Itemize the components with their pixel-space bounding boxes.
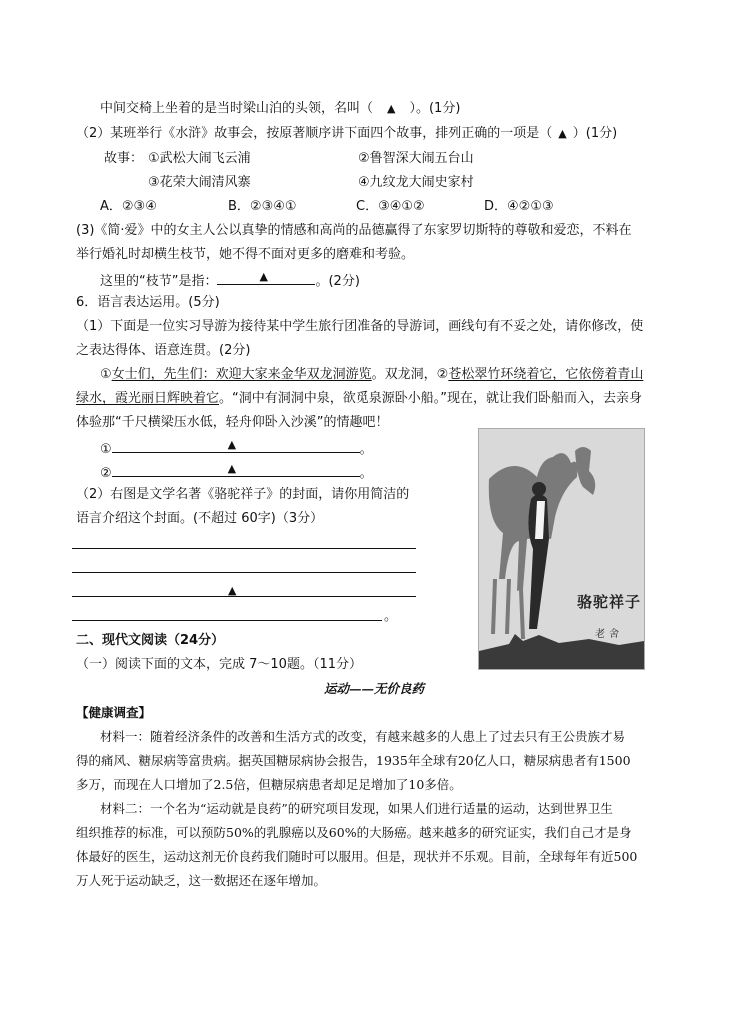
- guide-text-line2: [76, 390, 642, 408]
- q6-sub1-line1: （1）下面是一位实习导游为接待某中学生旅行团准备的导游词，画线句有不妥之处，请你修改，使: [76, 319, 644, 334]
- guide-text-line1: [100, 366, 643, 384]
- q1-score: ）。(1分): [409, 101, 461, 116]
- period: 。: [384, 609, 398, 624]
- book-cover-image: [478, 428, 645, 670]
- period: 。: [359, 466, 373, 481]
- section-tag: 【健康调查】: [76, 705, 152, 720]
- q6-sub2-line1: （2）右图是文学名著《骆驼祥子》的封面，请你用简洁的: [76, 487, 410, 502]
- cover-author: 老舍: [595, 629, 623, 640]
- q3-line3: [100, 270, 360, 291]
- writing-line[interactable]: [72, 596, 416, 597]
- material2-line3: 体最好的医生，运动这剂无价良药我们随时可以服用。但是，现状并不乐观。目前，全球每年有近500: [76, 849, 638, 864]
- material1-line3: 多万，而现在人口增加了2.5倍，但糖尿病患者却足足增加了10多倍。: [76, 777, 462, 792]
- q2-score: ）(1分): [572, 126, 618, 141]
- writing-line[interactable]: [72, 572, 416, 573]
- answer-blank[interactable]: [112, 462, 360, 477]
- answer-triangle-icon: ▲: [227, 462, 237, 475]
- q1-text: 中间交椅上坐着的是当时梁山泊的头领，名叫（: [100, 101, 374, 116]
- section-title: 二、现代文阅读（24分）: [76, 633, 225, 648]
- material2-line4: 万人死于运动缺乏，这一数据还在逐年增加。: [76, 873, 327, 888]
- answer-blank[interactable]: [112, 438, 360, 453]
- article-title: 运动——无价良药: [324, 681, 425, 696]
- answer-triangle-icon: ▲: [228, 584, 237, 597]
- q2-story-label: 故事：: [104, 151, 144, 166]
- answer-line-2: [100, 462, 373, 483]
- answer-blank[interactable]: [217, 270, 315, 285]
- option-a: A．②③④: [100, 199, 157, 214]
- writing-line[interactable]: [72, 620, 382, 621]
- story-4: ④九纹龙大闹史家村: [358, 175, 474, 190]
- story-2: ②鲁智深大闹五台山: [358, 151, 474, 166]
- option-b: B．②③④①: [228, 199, 297, 214]
- q2-stem: [76, 125, 617, 143]
- q3-prompt: 这里的“枝节”是指：: [100, 274, 218, 289]
- answer-num-1: ①: [100, 442, 112, 457]
- answer-triangle-icon: ▲: [259, 270, 268, 283]
- q1-tail-line: [100, 100, 460, 118]
- q6-sub1-line2: 之表达得体、语意连贯。(2分): [76, 343, 251, 358]
- period: 。: [359, 442, 373, 457]
- guide-text-segment: 。“洞中有洞洞中泉，欲觅泉源卧小船。”现在，就让我们卧船而入，去亲身: [219, 391, 642, 406]
- q3-line2: 举行婚礼时却横生枝节，她不得不面对更多的磨难和考验。: [76, 247, 415, 262]
- writing-line[interactable]: [72, 548, 416, 549]
- answer-triangle-icon: ▲: [227, 438, 237, 451]
- story-1: ①武松大闹飞云浦: [148, 151, 251, 166]
- guide-text-segment: 。双龙洞，②: [371, 367, 449, 382]
- section-subtitle: （一）阅读下面的文本，完成 7～10题。（11分）: [76, 657, 362, 672]
- option-d: D．④②①③: [484, 199, 554, 214]
- q3-line1: (3)《简·爱》中的女主人公以真挚的情感和高尚的品德赢得了东家罗切斯特的尊敬和爱恋，不料在: [76, 223, 632, 238]
- underlined-sentence-1: 女士们，先生们：欢迎大家来金华双龙洞游览: [111, 367, 372, 382]
- cover-title: 骆驼祥子: [577, 593, 642, 611]
- story-3: ③花荣大闹清风寨: [148, 175, 251, 190]
- guide-text-line3: 体验那“千尺横梁压水低，轻舟仰卧入沙溪”的情趣吧！: [76, 415, 389, 430]
- q6-sub2-line2: 语言介绍这个封面。(不超过 60字)（3分）: [76, 511, 324, 526]
- underlined-sentence-2: 苍松翠竹环绕着它，它依傍着青山: [448, 367, 644, 382]
- underlined-sentence-2-cont: 绿水，霞光丽日辉映着它: [76, 391, 220, 406]
- material1-line1: 材料一：随着经济条件的改善和生活方式的改变，有越来越多的人患上了过去只有王公贵族才易: [100, 729, 626, 744]
- marker-1: ①: [100, 367, 112, 382]
- answer-triangle-icon: ▲: [558, 127, 567, 140]
- answer-triangle-icon: ▲: [387, 102, 396, 115]
- answer-num-2: ②: [100, 466, 112, 481]
- material1-line2: 得的痛风、糖尿病等富贵病。据英国糖尿病协会报告，1935年全球有20亿人口，糖尿病患者有1500: [76, 753, 631, 768]
- q2-stem-text: （2）某班举行《水浒》故事会，按原著顺序讲下面四个故事，排列正确的一项是（: [76, 126, 553, 141]
- answer-line-1: [100, 438, 373, 459]
- q3-score: 。(2分): [315, 274, 360, 289]
- option-c: C．③④①②: [356, 199, 425, 214]
- material2-line2: 组织推荐的标准，可以预防50%的乳腺癌以及60%的大肠癌。越来越多的研究证实，我们自己才是身: [76, 825, 632, 840]
- q6-title: 6．语言表达运用。(5分): [76, 295, 220, 310]
- material2-line1: 材料二：一个名为“运动就是良药”的研究项目发现，如果人们进行适量的运动，达到世界卫生: [100, 801, 613, 816]
